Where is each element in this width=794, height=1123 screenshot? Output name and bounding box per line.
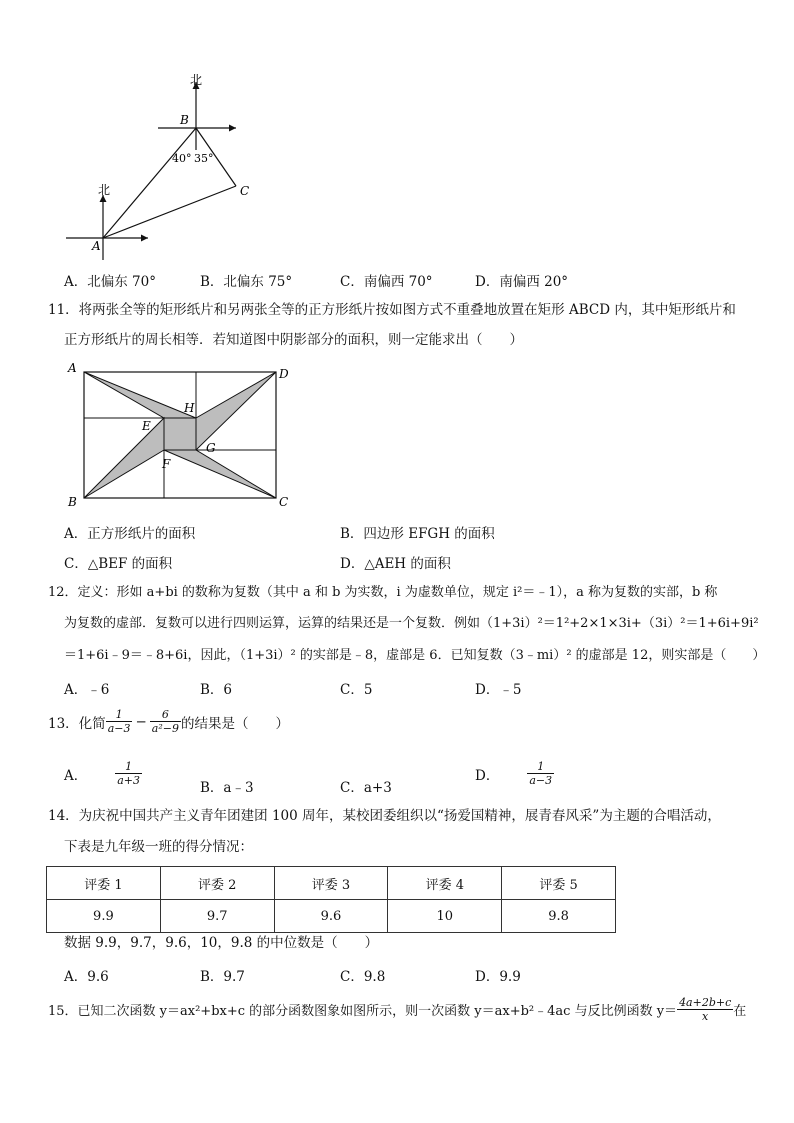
q13-option-d[interactable] [475,760,554,787]
q14-score-table [46,866,616,933]
shade-aeh [84,372,196,418]
q12-option-d[interactable]: D．﹣5 [475,682,522,698]
q14-option-c[interactable]: C．9.8 [340,969,386,985]
table-header-cell: 评委 2 [160,867,274,900]
q14-option-d[interactable]: D．9.9 [475,969,521,985]
q13-suffix: 的结果是（ ） [180,715,289,732]
table-header-row [47,867,616,900]
q11-option-b[interactable]: B．四边形 EFGH 的面积 [340,526,495,542]
q12-line1: 12．定义：形如 a+bi 的数称为复数（其中 a 和 b 为实数，i 为虚数单位，规定 i²＝﹣1），a 称为复数的实部，b 称 [48,585,718,600]
label-d: D [279,367,289,381]
q12-option-a[interactable]: A．﹣6 [64,682,110,698]
q13-option-d-label: D． [475,767,500,784]
q10-option-d[interactable]: D．南偏西 20° [475,274,569,290]
table-cell: 10 [388,900,502,933]
north-label-top: 北 [190,73,203,87]
q14-question: 数据 9.9，9.7，9.6，10，9.8 的中位数是（ ） [64,935,379,951]
q12-option-c[interactable]: C．5 [340,682,373,698]
point-b-label: B [180,113,189,127]
q15-stem [48,996,746,1023]
q11-stem-line1: 11．将两张全等的矩形纸片和另两张全等的正方形纸片按如图方式不重叠地放置在矩形 ABCD 内，其中矩形纸片和 [48,302,736,318]
q11-figure [62,360,302,510]
q13-opta-den: a+3 [117,774,141,787]
q13-option-a-fraction [115,760,142,787]
q15-frac-den: x [702,1010,709,1023]
q13-fraction-2 [150,708,181,735]
q14-line2: 下表是九年级一班的得分情况： [64,839,253,855]
label-e: E [142,419,151,433]
table-cell: 9.8 [502,900,616,933]
q15-fraction [677,996,733,1023]
q13-optd-den: a−3 [529,774,553,787]
q13-option-d-fraction [527,760,554,787]
table-cell: 9.9 [47,900,161,933]
q12-line3: ＝1+6i﹣9＝﹣8+6i，因此，（1+3i）² 的实部是﹣8，虚部是 6．已知复数（3﹣mi）² 的虚部是 12，则实部是（ ） [64,648,766,663]
point-c-label: C [240,184,250,198]
q13-minus: − [135,713,147,730]
table-header-cell: 评委 5 [502,867,616,900]
table-cell: 9.7 [160,900,274,933]
table-header-cell: 评委 3 [274,867,388,900]
segment-ab [103,128,196,238]
q14-option-a[interactable]: A．9.6 [64,969,109,985]
label-b: B [68,495,77,509]
q11-option-c[interactable]: C．△BEF 的面积 [64,556,173,572]
label-h: H [184,401,195,415]
q12-option-b[interactable]: B．6 [200,682,233,698]
point-a-label: A [92,239,101,253]
label-c: C [279,495,289,509]
table-header-cell: 评委 1 [47,867,161,900]
square-efgh [164,418,196,450]
q13-frac2-num: 6 [150,708,181,722]
q13-frac1-den: a−3 [107,722,131,735]
q13-option-c[interactable]: C．a+3 [340,780,392,796]
angle-35-label: 35° [194,152,214,165]
angle-40-label: 40° [172,152,192,165]
shade-bfe [84,418,164,498]
q15-tail: 在 [733,1004,747,1019]
q15-frac-num: 4a+2b+c [679,996,732,1009]
shade-cgf [164,450,276,498]
q10-option-b[interactable]: B．北偏东 75° [200,274,293,290]
label-g: G [206,441,216,455]
label-a: A [68,361,77,375]
shade-dhg [196,372,276,450]
q12-line2: 为复数的虚部．复数可以进行四则运算，运算的结果还是一个复数．例如（1+3i）²＝1²+2×1×3i+（3i）²＝1+6i+9i² [64,616,759,631]
north-label-left: 北 [98,183,111,197]
q14-line1: 14．为庆祝中国共产主义青年团建团 100 周年，某校团委组织以“扬爱国精神，展青春风采”为主题的合唱活动， [48,808,721,824]
q13-prefix: 13．化简 [48,715,106,732]
q13-option-a[interactable] [64,760,142,787]
q13-optd-num: 1 [527,760,554,774]
q11-option-d[interactable]: D．△AEH 的面积 [340,556,451,572]
q13-option-a-label: A． [64,767,88,784]
q10-option-c[interactable]: C．南偏西 70° [340,274,433,290]
q10-option-a[interactable]: A．北偏东 70° [64,274,156,290]
q13-frac2-den: a²−9 [151,722,179,735]
q13-opta-num: 1 [115,760,142,774]
table-header-cell: 评委 4 [388,867,502,900]
q13-frac1-num: 1 [106,708,133,722]
q14-option-b[interactable]: B．9.7 [200,969,245,985]
segment-ac [103,186,236,238]
label-f: F [162,457,171,471]
table-cell: 9.6 [274,900,388,933]
q11-option-a[interactable]: A．正方形纸片的面积 [64,526,196,542]
q13-stem [48,708,289,735]
table-row [47,900,616,933]
q10-figure [60,70,260,260]
q11-stem-line2: 正方形纸片的周长相等．若知道图中阴影部分的面积，则一定能求出（ ） [64,332,523,348]
q15-text: 15．已知二次函数 y＝ax²+bx+c 的部分函数图象如图所示，则一次函数 y＝ax+b²﹣4ac 与反比例函数 y＝ [48,1004,678,1019]
q13-option-b[interactable]: B．a﹣3 [200,780,254,796]
q13-fraction-1 [106,708,133,735]
